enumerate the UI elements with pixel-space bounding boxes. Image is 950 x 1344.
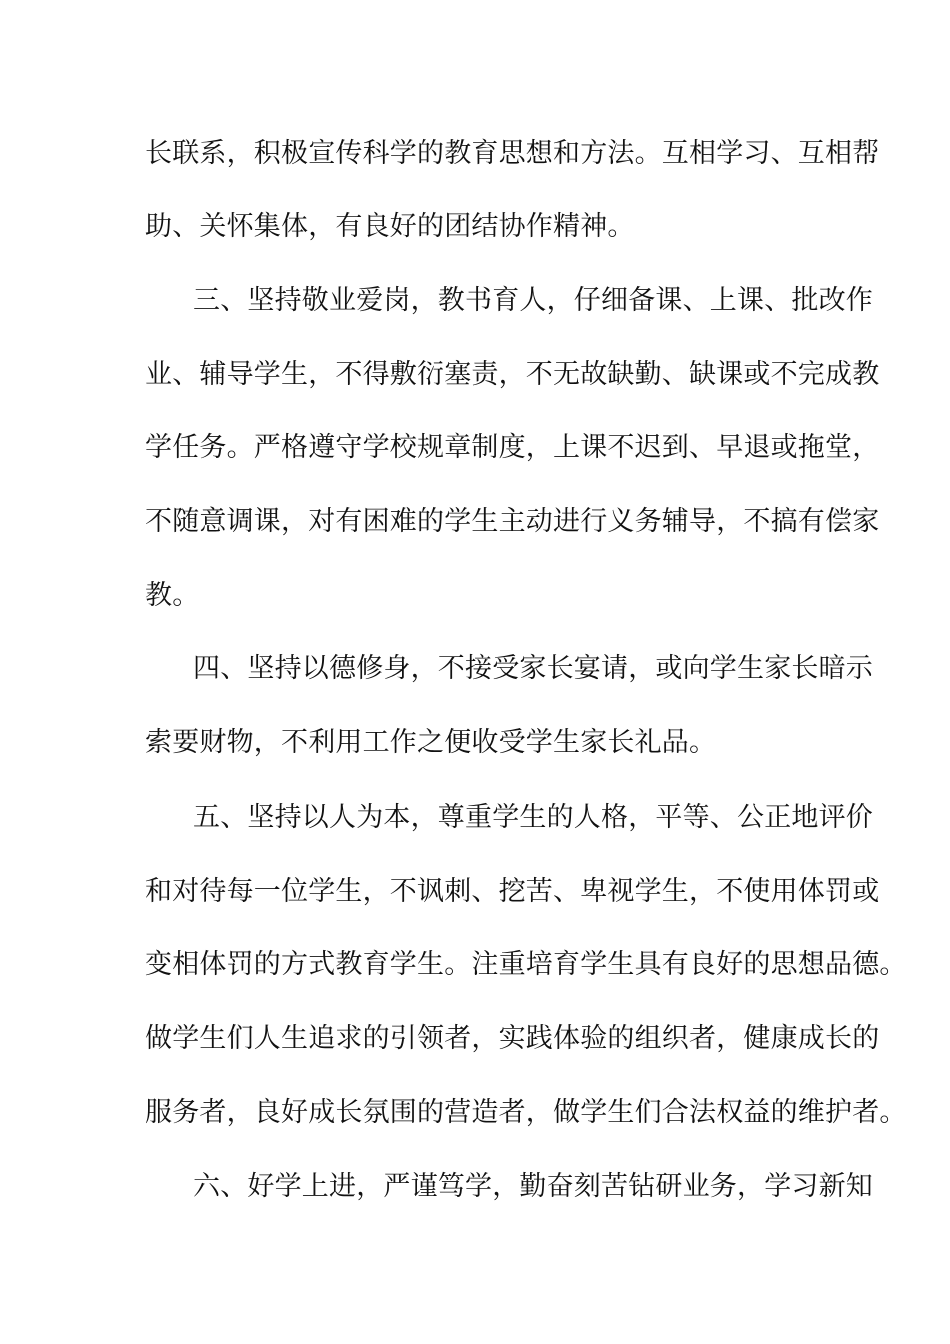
text-line-9: 索要财物，不利用工作之便收受学生家长礼品。 — [145, 727, 717, 758]
text-line-11: 和对待每一位学生，不讽刺、挖苦、卑视学生，不使用体罚或 — [145, 876, 880, 907]
text-line-5: 学任务。严格遵守学校规章制度，上课不迟到、早退或拖堂， — [145, 432, 880, 463]
text-line-12: 变相体罚的方式教育学生。注重培育学生具有良好的思想品德。 — [145, 949, 907, 980]
paragraph-5-line-1: 五、坚持以人为本，尊重学生的人格，平等、公正地评价 — [193, 802, 873, 833]
text-line-6: 不随意调课，对有困难的学生主动进行义务辅导，不搞有偿家 — [145, 506, 880, 537]
paragraph-4-line-1: 四、坚持以德修身，不接受家长宴请，或向学生家长暗示 — [193, 653, 873, 684]
paragraph-3-line-1: 三、坚持敬业爱岗，教书育人，仔细备课、上课、批改作 — [193, 285, 873, 316]
paragraph-6-line-1: 六、好学上进，严谨笃学，勤奋刻苦钻研业务，学习新知 — [193, 1171, 873, 1202]
text-line-4: 业、辅导学生，不得敷衍塞责，不无故缺勤、缺课或不完成教 — [145, 359, 880, 390]
text-line-2: 助、关怀集体，有良好的团结协作精神。 — [145, 211, 635, 242]
text-line-1: 长联系，积极宣传科学的教育思想和方法。互相学习、互相帮 — [145, 138, 880, 169]
text-line-7: 教。 — [145, 580, 200, 611]
text-line-14: 服务者，良好成长氛围的营造者，做学生们合法权益的维护者。 — [145, 1097, 907, 1128]
text-line-13: 做学生们人生追求的引领者，实践体验的组织者，健康成长的 — [145, 1023, 880, 1054]
